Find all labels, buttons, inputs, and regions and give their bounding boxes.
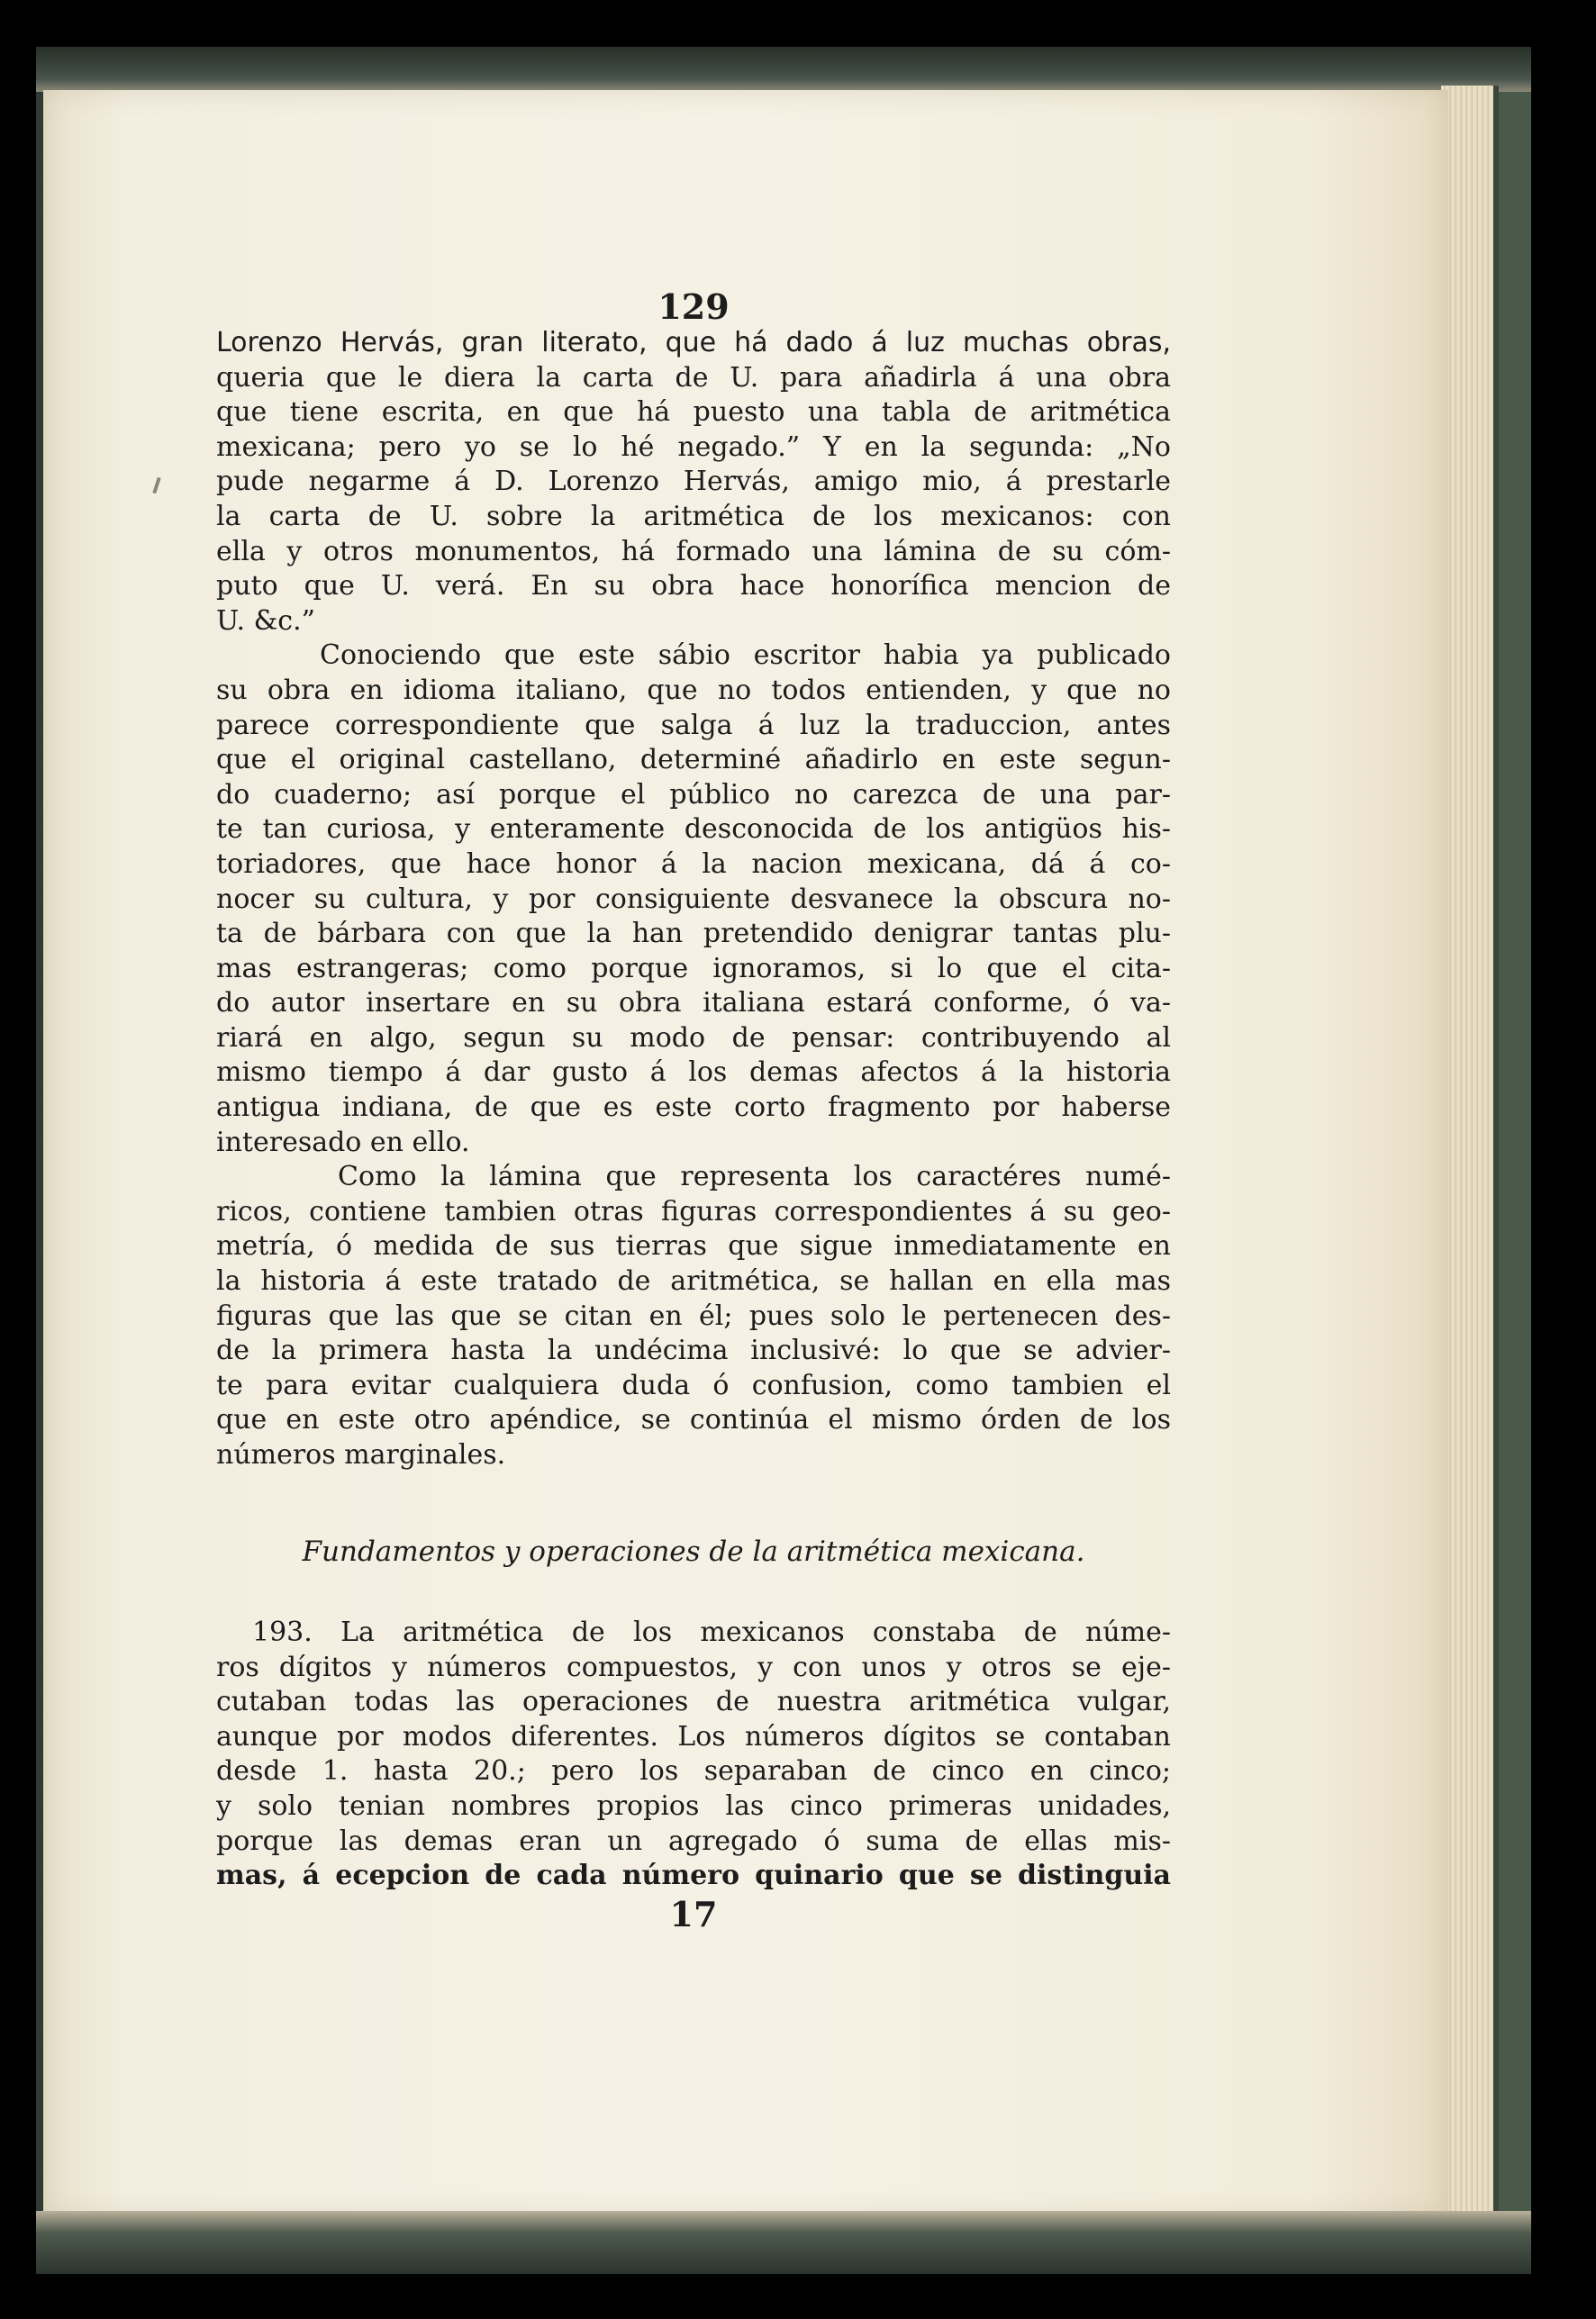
text-line: mas, á ecepcion de cada número quinario que se distinguia xyxy=(216,1860,1171,1892)
text-line: queria que le diera la carta de U. para añadirla á una obra xyxy=(216,361,1171,394)
text-line: pude negarme á D. Lorenzo Hervás, amigo mio, á prestarle xyxy=(216,466,1171,498)
worn-top-edge xyxy=(36,47,1531,92)
text-line: ta de bárbara con que la han pretendido denigrar tantas plu- xyxy=(216,918,1171,950)
text-line: ricos, contiene tambien otras figuras correspondientes á su geo- xyxy=(216,1195,1171,1227)
text-line: Como la lámina que representa los caractéres numé- xyxy=(338,1161,1171,1193)
paragraph-3 xyxy=(216,1160,1171,1472)
text-line: interesado en ello. xyxy=(216,1126,470,1158)
text-line: riará en algo, segun su modo de pensar: contribuyendo al xyxy=(216,1021,1171,1054)
text-line: su obra en idioma italiano, que no todos entienden, y que no xyxy=(216,674,1171,706)
paragraph-2 xyxy=(216,639,1171,1160)
text-line: números marginales. xyxy=(216,1439,506,1471)
text-line: puto que U. verá. En su obra hace honorífica mencion de xyxy=(216,570,1171,602)
text-line: te para evitar cualquiera duda ó confusion, como tambien el xyxy=(216,1369,1171,1401)
text-line: de la primera hasta la undécima inclusivé: lo que se advier- xyxy=(216,1335,1171,1367)
text-line: do autor insertare en su obra italiana estará conforme, ó va- xyxy=(216,987,1171,1019)
text-line: mexicana; pero yo se lo hé negado.” Y en la segunda: „No xyxy=(216,430,1171,463)
text-line: la carta de U. sobre la aritmética de los mexicanos: con xyxy=(216,500,1171,532)
text-line: desde 1. hasta 20.; pero los separaban de cinco en cinco; xyxy=(216,1755,1171,1788)
signature-mark: 17 xyxy=(669,1894,718,1934)
text-line: Lorenzo Hervás, gran literato, que há dado á luz muchas obras, xyxy=(216,327,1171,358)
page-number: 129 xyxy=(657,286,730,327)
text-line: que tiene escrita, en que há puesto una tabla de aritmética xyxy=(216,396,1171,429)
text-line: antigua indiana, de que es este corto fragmento por haberse xyxy=(216,1092,1171,1124)
text-line: do cuaderno; así porque el público no carezca de una par- xyxy=(216,778,1171,811)
text-line: porque las demas eran un agregado ó suma de ellas mis- xyxy=(216,1825,1171,1857)
text-line: ros dígitos y números compuestos, y con unos y otros se eje- xyxy=(216,1651,1171,1683)
page-block-edges xyxy=(1441,86,1499,2218)
paragraph-4 xyxy=(216,1616,1171,1894)
body-text-upper xyxy=(216,326,1171,1473)
text-line: U. &c.” xyxy=(216,604,315,637)
text-line: mismo tiempo á dar gusto á los demas afectos á la historia xyxy=(216,1056,1171,1089)
text-line: te tan curiosa, y enteramente desconocida de los antigüos his- xyxy=(216,813,1171,846)
text-line: aunque por modos diferentes. Los números dígitos se contaban xyxy=(216,1720,1171,1753)
text-line: ella y otros monumentos, há formado una lámina de su cóm- xyxy=(216,535,1171,567)
text-line: que en este otro apéndice, se continúa el mismo órden de los xyxy=(216,1404,1171,1436)
text-line: 193. La aritmética de los mexicanos constaba de núme- xyxy=(252,1617,1171,1648)
text-line: y solo tenian nombres propios las cinco primeras unidades, xyxy=(216,1789,1171,1822)
worn-bottom-edge xyxy=(36,2211,1531,2274)
text-line: figuras que las que se citan en él; pues solo le pertenecen des- xyxy=(216,1300,1171,1332)
body-text-lower xyxy=(216,1616,1171,1894)
text-line: nocer su cultura, y por consiguiente desvanece la obscura no- xyxy=(216,883,1171,915)
section-heading: Fundamentos y operaciones de la aritmética mexicana. xyxy=(302,1535,1085,1568)
paragraph-1 xyxy=(216,326,1171,639)
text-line: mas estrangeras; como porque ignoramos, si lo que el cita- xyxy=(216,952,1171,984)
text-line: toriadores, que hace honor á la nacion mexicana, dá á co- xyxy=(216,847,1171,880)
text-line: metría, ó medida de sus tierras que sigue inmediatamente en xyxy=(216,1230,1171,1263)
text-line: parece correspondiente que salga á luz la traduccion, antes xyxy=(216,709,1171,741)
text-line: que el original castellano, determiné añadirlo en este segun- xyxy=(216,744,1171,776)
text-line: la historia á este tratado de aritmética, se hallan en ella mas xyxy=(216,1265,1171,1298)
text-line: Conociendo que este sábio escritor habia ya publicado xyxy=(320,639,1171,672)
text-line: cutaban todas las operaciones de nuestra aritmética vulgar, xyxy=(216,1686,1171,1718)
